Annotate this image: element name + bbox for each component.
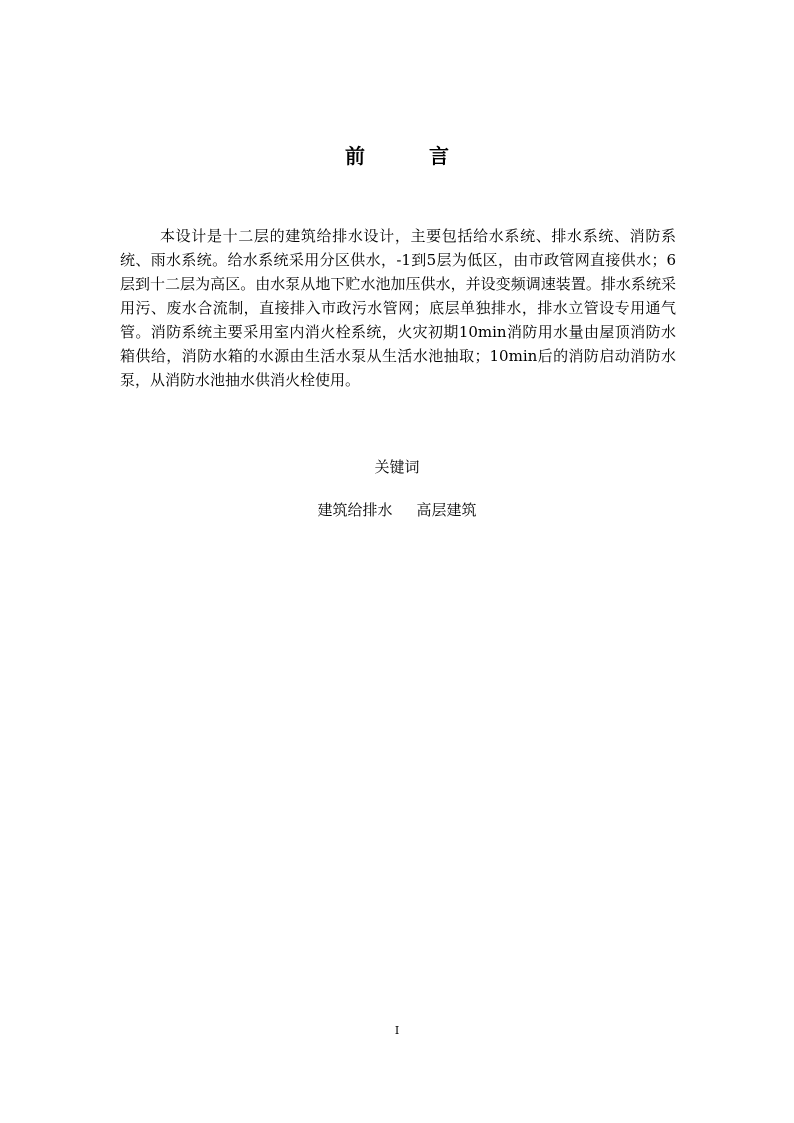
keyword-item: 高层建筑	[416, 501, 477, 519]
keywords-label: 关键词	[374, 458, 420, 476]
keywords-list	[0, 499, 794, 521]
title-char-2: 言	[429, 144, 449, 168]
page-number: I	[394, 1024, 400, 1037]
title-char-1: 前	[345, 144, 365, 168]
page-title	[0, 143, 794, 169]
preface-paragraph: 本设计是十二层的建筑给排水设计，主要包括给水系统、排水系统、消防系统、雨水系统。给水系统采用分区供水，-1到5层为低区，由市政管网直接供水；6层到十二层为高区。由水泵从地下贮水池加压供水，并设变频调速装置。排水系统采用污、废水合流制，直接排入市政污水管网；底层单独排水，排水立管设专用通气管。消防系统主要采用室内消火栓系统，火灾初期10min消防用水量由屋顶消防水箱供给，消防水箱的水源由生活水泵从生活水池抽取；10min后的消防启动消防水泵，从消防水池抽水供消火栓使用。	[120, 227, 676, 389]
keyword-item: 建筑给排水	[317, 501, 393, 519]
